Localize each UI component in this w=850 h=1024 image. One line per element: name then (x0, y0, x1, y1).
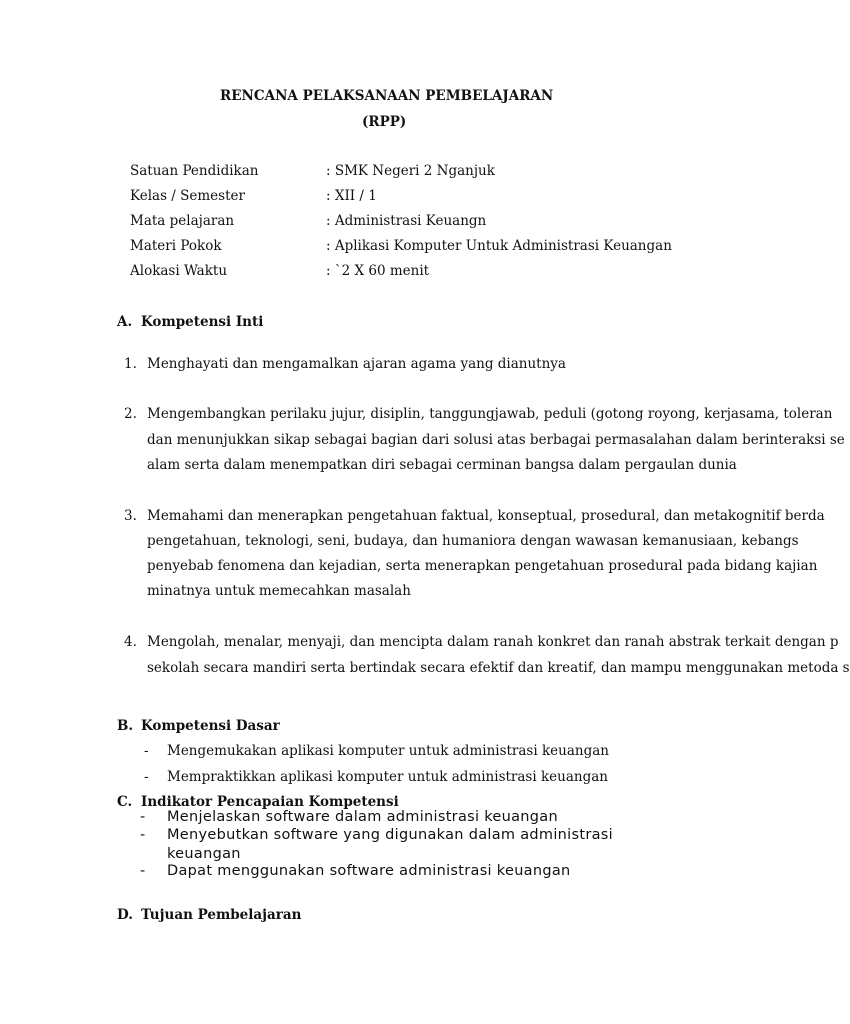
identity-label: Satuan Pendidikan (130, 163, 259, 179)
section-a-letter: A. (117, 314, 133, 330)
basic-competency-item: Mempraktikkan aplikasi komputer untuk administrasi keuangan (167, 769, 608, 785)
list-item-line: Mengolah, menalar, menyaji, dan mencipta dalam ranah konkret dan ranah abstrak terkait dengan p (147, 634, 839, 650)
list-item-line: alam serta dalam menempatkan diri sebagai cerminan bangsa dalam pergaulan dunia (147, 457, 737, 473)
list-item-line: minatnya untuk memecahkan masalah (147, 583, 411, 599)
section-d-heading: Tujuan Pembelajaran (141, 907, 302, 923)
identity-label: Alokasi Waktu (130, 263, 228, 279)
section-d-letter: D. (117, 907, 133, 923)
indicator-item-continued: keuangan (167, 846, 241, 862)
list-number: 1. (124, 356, 137, 372)
list-item-line: Mengembangkan perilaku jujur, disiplin, tanggungjawab, peduli (gotong royong, kerjasama, toleran (147, 406, 833, 422)
section-c-heading: Indikator Pencapaian Kompetensi (141, 794, 399, 810)
bullet-dash: - (140, 809, 146, 825)
document-title: RENCANA PELAKSANAAN PEMBELAJARAN (220, 88, 554, 104)
bullet-dash: - (144, 769, 149, 785)
indicator-item: Menyebutkan software yang digunakan dalam administrasi (167, 827, 613, 843)
identity-label: Kelas / Semester (130, 188, 245, 204)
list-number: 2. (124, 406, 137, 422)
list-item-line: sekolah secara mandiri serta bertindak secara efektif dan kreatif, dan mampu menggunakan metoda s (147, 660, 850, 676)
identity-value: : `2 X 60 menit (326, 263, 430, 279)
list-item-line: pengetahuan, teknologi, seni, budaya, dan humaniora dengan wawasan kemanusiaan, kebangs (147, 533, 799, 549)
bullet-dash: - (144, 743, 149, 759)
list-item-line: dan menunjukkan sikap sebagai bagian dari solusi atas berbagai permasalahan dalam berinteraksi se (147, 432, 845, 448)
bullet-dash: - (140, 863, 146, 879)
indicator-item: Dapat menggunakan software administrasi keuangan (167, 863, 571, 879)
list-number: 3. (124, 508, 137, 524)
identity-value: : Administrasi Keuangn (326, 213, 487, 229)
section-b-letter: B. (117, 718, 134, 734)
bullet-dash: - (140, 827, 146, 843)
identity-value: : Aplikasi Komputer Untuk Administrasi Keuangan (326, 238, 672, 254)
section-a-heading: Kompetensi Inti (141, 314, 264, 330)
indicator-item: Menjelaskan software dalam administrasi keuangan (167, 809, 558, 825)
identity-label: Materi Pokok (130, 238, 222, 254)
basic-competency-item: Mengemukakan aplikasi komputer untuk administrasi keuangan (167, 743, 609, 759)
list-number: 4. (124, 634, 137, 650)
identity-value: : SMK Negeri 2 Nganjuk (326, 163, 495, 179)
list-item-line: penyebab fenomena dan kejadian, serta menerapkan pengetahuan prosedural pada bidang kajian (147, 558, 818, 574)
identity-label: Mata pelajaran (130, 213, 235, 229)
identity-value: : XII / 1 (326, 188, 377, 204)
list-item-line: Memahami dan menerapkan pengetahuan faktual, konseptual, prosedural, dan metakognitif berda (147, 508, 825, 524)
section-b-heading: Kompetensi Dasar (141, 718, 280, 734)
section-c-letter: C. (117, 794, 133, 810)
list-item-line: Menghayati dan mengamalkan ajaran agama yang dianutnya (147, 356, 566, 372)
document-subtitle: (RPP) (362, 114, 407, 130)
